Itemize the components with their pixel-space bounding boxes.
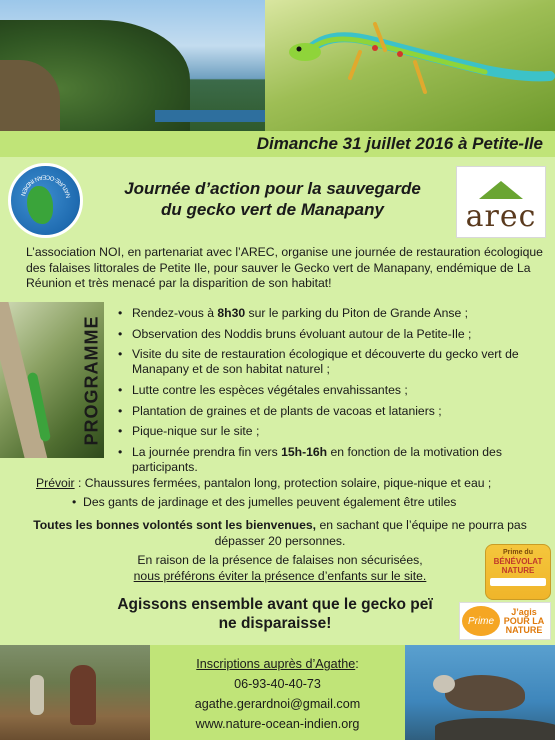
children-warning: nous préférons éviter la présence d’enfants sur le site. <box>133 568 427 583</box>
contact-title: Inscriptions auprès d’Agathe: <box>196 657 359 671</box>
arec-logo <box>456 166 546 238</box>
prevoir-extra: • Des gants de jardinage et des jumelles peuvent également être utiles <box>72 495 457 509</box>
arec-logo-text: arec <box>465 199 537 234</box>
noi-logo <box>8 163 83 238</box>
call-to-action: Agissons ensemble avant que le gecko peï ne disparaisse! <box>117 596 433 632</box>
programme-label <box>80 302 104 458</box>
contact-phone[interactable]: 06-93-40-40-73 <box>234 677 321 691</box>
list-item: • Rendez-vous à 8h30 sur le parking du Piton de Grande Anse ; <box>114 306 546 321</box>
programme-list <box>114 306 546 481</box>
contact-box <box>150 645 405 740</box>
title-line-2: du gecko vert de Manapany <box>161 200 384 219</box>
volunteers-photo <box>0 645 150 740</box>
svg-text:NATURE-OCEAN INDIEN <box>19 173 72 198</box>
page-title <box>95 178 450 220</box>
website-link[interactable]: www.nature-ocean-indien.org <box>195 717 360 731</box>
prevoir-line: Prévoir : Chaussures fermées, pantalon long, protection solaire, pique-nique et eau ; <box>36 476 492 490</box>
benevolat-prize-badge: Prime du BÉNÉVOLAT NATURE <box>485 544 551 600</box>
list-item: • La journée prendra fin vers 15h-16h en fonction de la motivation des participants. <box>114 445 546 475</box>
cliff-warning: En raison de la présence de falaises non sécurisées, nous préférons éviter la présence d’enfants sur le site. <box>133 553 427 583</box>
noddy-bird-photo <box>405 645 555 740</box>
prevoir-label: Prévoir <box>36 476 75 490</box>
list-item: • Visite du site de restauration écologique et découverte du gecko vert de Manapany et de son habitat naturel ; <box>114 347 546 377</box>
programme-label-text: PROGRAMME <box>81 315 102 445</box>
date-banner <box>0 131 555 157</box>
intro-paragraph: L’association NOI, en partenariat avec l’AREC, organise une journée de restauration écologique des falaises littorales de Petite Ile, pour sauver le Gecko vert de Manapany, endémique de La Réunion et très menacé par la disparition de son habitat! <box>26 245 543 290</box>
event-date: Dimanche 31 juillet 2016 à Petite-Ile <box>256 134 543 153</box>
title-line-1: Journée d’action pour la sauvegarde <box>124 179 421 198</box>
list-item: • Pique-nique sur le site ; <box>114 424 546 439</box>
contact-email[interactable]: agathe.gerardnoi@gmail.com <box>194 697 361 711</box>
gecko-photo <box>265 0 555 131</box>
gecko-illustration <box>265 0 555 131</box>
noi-ring-text: NATURE-OCEAN INDIEN <box>19 173 73 199</box>
list-item: • Plantation de graines et de plants de vacoas et lataniers ; <box>114 404 546 419</box>
list-item: • Lutte contre les espèces végétales envahissantes ; <box>114 383 546 398</box>
coastal-cliff-photo <box>0 0 265 131</box>
jagis-nature-badge: Prime J’agis POUR LA NATURE <box>459 602 551 640</box>
list-item: • Observation des Noddis bruns évoluant autour de la Petite-Ile ; <box>114 327 546 342</box>
volunteers-note: Toutes les bonnes volontés sont les bienvenues, en sachant que l’équipe ne pourra pas dépasser 20 personnes. <box>33 518 527 548</box>
